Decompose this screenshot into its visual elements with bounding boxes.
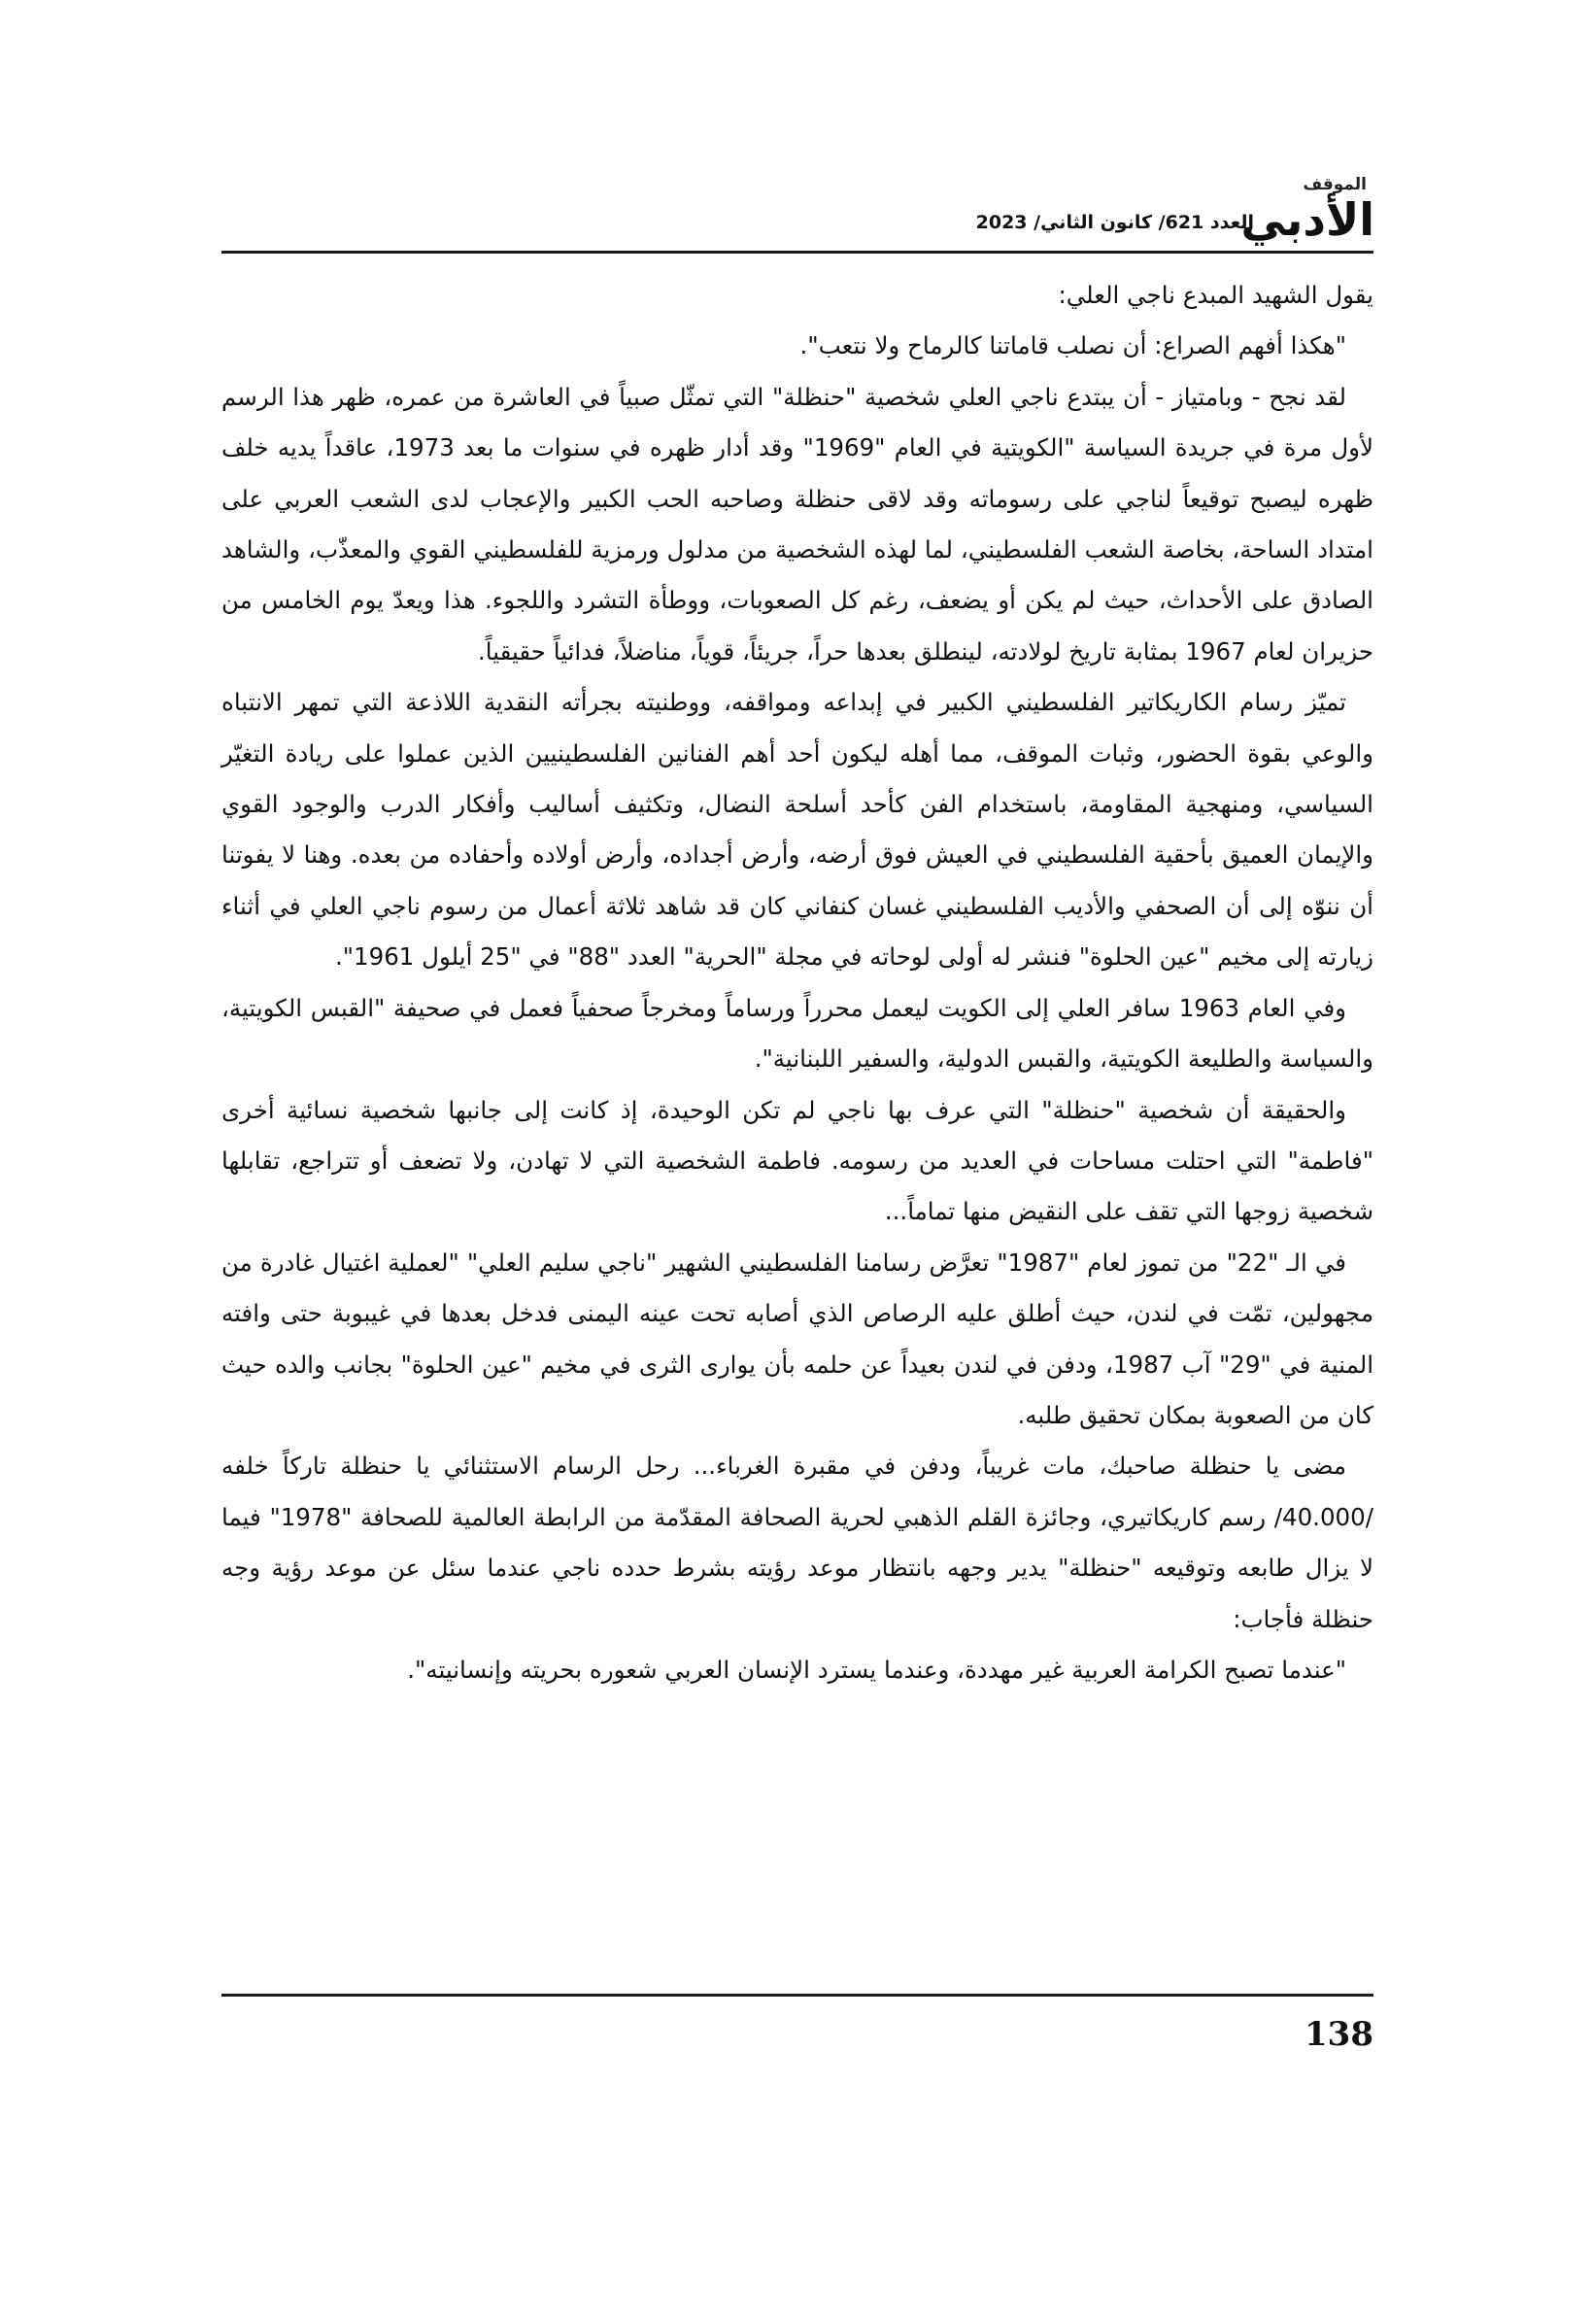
- footer-divider: [221, 1994, 1373, 1997]
- issue-info: العدد 621/ كانون الثاني/ 2023: [975, 212, 1254, 233]
- paragraph-handala: لقد نجح - وبامتياز - أن يبتدع ناجي العلي شخصية "حنظلة" التي تمثّل صبياً في العاشرة من عمره، ظهر هذا الرسم لأول مرة في جريدة السياسة "الكويتية في العام "1969" وقد أدار ظهره في سنوات ما بعد 1973، عاقداً يديه خلف ظهره ليصبح توقيعاً لناجي على رسوماته وقد لاقى حنظلة وصاحبه الحب الكبير والإعجاب لدى الشعب العربي على امتداد الساحة، بخاصة الشعب الفلسطيني، لما لهذه الشخصية من مدلول ورمزية للفلسطيني القوي والمعذّب، والشاهد الصادق على الأحداث، حيث لم يكن أو يضعف، رغم كل الصعوبات، ووطأة التشرد واللجوء. هذا ويعدّ يوم الخامس من حزيران لعام 1967 بمثابة تاريخ لولادته، لينطلق بعدها حراً، جريئاً، قوياً، مناضلاً، فدائياً حقيقياً.: [221, 382, 1373, 666]
- paragraph-distinction: تميّز رسام الكاريكاتير الفلسطيني الكبير في إبداعه ومواقفه، ووطنيته بجرأته النقدية اللاذعة التي تمهر الانتباه والوعي بقوة الحضور، وثبات الموقف، مما أهله ليكون أحد أهم الفنانين الفلسطينيين الذين عملوا على ريادة التغيّر السياسي، ومنهجية المقاومة، باستخدام الفن كأحد أسلحة النضال، وتكثيف أساليب وأفكار الدرب والوجود القوي والإيمان العميق بأحقية الفلسطيني في العيش فوق أرضه، وأرض أجداده، وأرض أولاده وأحفاده من بعده. وهنا لا يفوتنا أن ننوّه إلى أن الصحفي والأديب الفلسطيني غسان كنفاني كان قد شاهد ثلاثة أعمال من رسوم ناجي العلي في أثناء زيارته إلى مخيم "عين الحلوة" فنشر له أولى لوحاته في مجلة "الحرية" العدد "88" في "25 أيلول 1961".: [221, 688, 1373, 972]
- logo-subtitle: الموقف: [1303, 175, 1367, 194]
- paragraph-fatima: والحقيقة أن شخصية "حنظلة" التي عرف بها ناجي لم تكن الوحيدة، إذ كانت إلى جانبها شخصية نسائية أخرى "فاطمة" التي احتلت مساحات في العديد من رسومه. فاطمة الشخصية التي لا تهادن، ولا تضعف أو تتراجع، تقابلها شخصية زوجها التي تقف على النقيض منها تماماً...: [221, 1095, 1373, 1226]
- article-body: [221, 270, 1373, 1695]
- magazine-logo: [1240, 173, 1374, 249]
- page-number: 138: [1305, 2015, 1373, 2054]
- paragraph-quote: "هكذا أفهم الصراع: أن نصلب قاماتنا كالرماح ولا نتعب".: [799, 331, 1346, 360]
- paragraph-intro: يقول الشهيد المبدع ناجي العلي:: [1058, 281, 1373, 309]
- paragraph-legacy: مضى يا حنظلة صاحبك، مات غريباً، ودفن في مقبرة الغرباء... رحل الرسام الاستثنائي يا حنظلة تاركاً خلفه /40.000/ رسم كاريكاتيري، وجائزة القلم الذهبي لحرية الصحافة المقدّمة من الرابطة العالمية للصحافة "1978" فيما لا يزال طابعه وتوقيعه "حنظلة" يدير وجهه بانتظار موعد رؤيته بشرط حدده ناجي عندما سئل عن موعد رؤية وجه حنظلة فأجاب:: [221, 1452, 1373, 1633]
- masthead: [966, 173, 1374, 251]
- header-divider: [221, 251, 1373, 254]
- logo-title: الأدبي: [1240, 193, 1374, 246]
- paragraph-kuwait: وفي العام 1963 سافر العلي إلى الكويت ليعمل محرراً ورساماً ومخرجاً صحفياً فعمل في صحيفة "القبس الكويتية، والسياسة والطليعة الكويتية، والقبس الدولية، والسفير اللبنانية".: [221, 993, 1373, 1074]
- paragraph-closing-quote: "عندما تصبح الكرامة العربية غير مهددة، وعندما يسترد الإنسان العربي شعوره بحريته وإنسانيته".: [407, 1655, 1346, 1684]
- paragraph-assassination: في الـ "22" من تموز لعام "1987" تعرَّض رسامنا الفلسطيني الشهير "ناجي سليم العلي" "لعملية اغتيال غادرة من مجهولين، تمّت في لندن، حيث أطلق عليه الرصاص الذي أصابه تحت عينه اليمنى فدخل بعدها في غيبوبة حتى وافته المنية في "29" آب 1987، ودفن في لندن بعيداً عن حلمه بأن يوارى الثرى في مخيم "عين الحلوة" بجانب والده حيث كان من الصعوبة بمكان تحقيق طلبه.: [221, 1247, 1374, 1429]
